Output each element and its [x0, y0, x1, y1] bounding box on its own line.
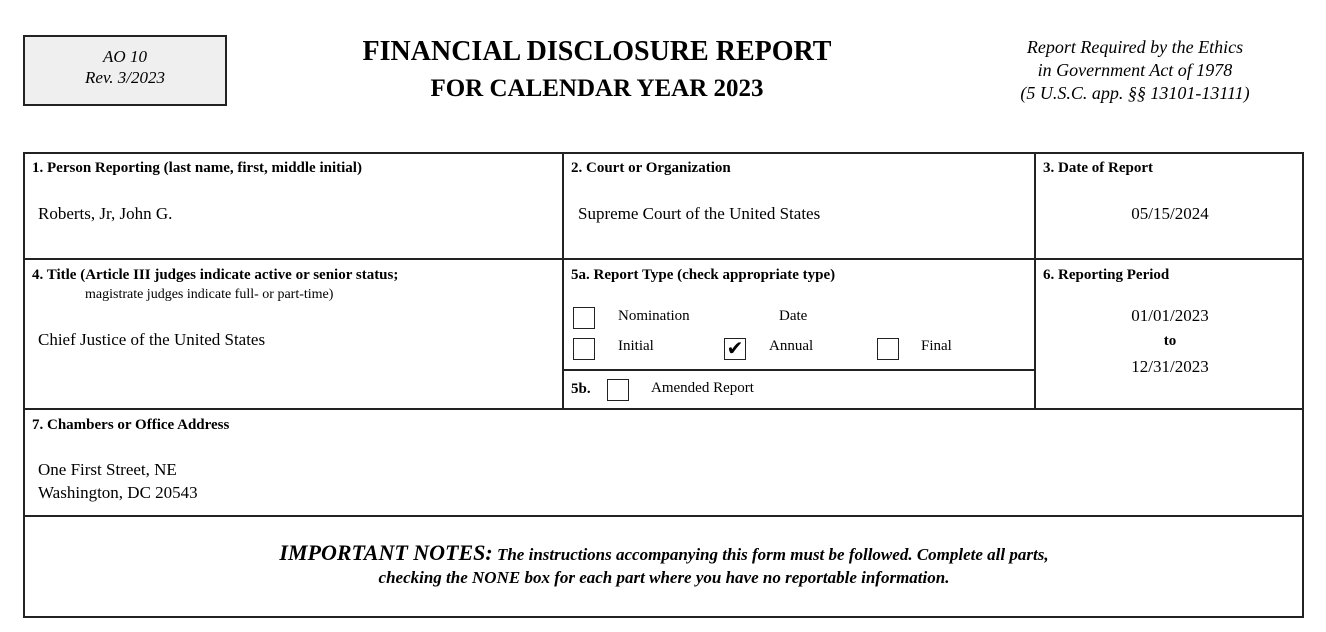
period-end-value[interactable]: 12/31/2023: [1131, 357, 1209, 376]
person-reporting-value[interactable]: Roberts, Jr, John G.: [38, 204, 173, 223]
address-label: 7. Chambers or Office Address: [32, 417, 230, 433]
nomination-date-label: Date: [779, 308, 808, 324]
title-field-value[interactable]: Chief Justice of the United States: [38, 330, 266, 349]
initial-label: Initial: [618, 338, 654, 354]
row-divider-3: [23, 515, 1304, 517]
req-line2: in Government Act of 1978: [1037, 60, 1233, 80]
statutory-reference: [985, 36, 1285, 105]
form-id-line1: AO 10: [103, 47, 147, 66]
date-of-report-label: 3. Date of Report: [1043, 160, 1153, 176]
nomination-label: Nomination: [618, 308, 690, 324]
annual-checkmark-icon: ✔: [726, 338, 744, 360]
row-divider-2: [23, 408, 1304, 410]
page-title: [300, 36, 894, 104]
annual-label: Annual: [769, 338, 814, 354]
amended-label: Amended Report: [651, 380, 754, 396]
amended-checkbox[interactable]: [607, 379, 629, 401]
notes-heading: IMPORTANT NOTES:: [279, 540, 493, 565]
initial-checkbox[interactable]: [573, 338, 595, 360]
title-field-sublabel: magistrate judges indicate full- or part-time): [85, 287, 334, 302]
period-start-value[interactable]: 01/01/2023: [1131, 306, 1209, 325]
col-divider-1: [562, 152, 564, 409]
form-id-box: [23, 35, 227, 106]
address-line2[interactable]: Washington, DC 20543: [38, 483, 198, 502]
row-divider-1: [23, 258, 1304, 260]
row-divider-5b: [563, 369, 1035, 371]
court-label: 2. Court or Organization: [571, 160, 731, 176]
title-line1: FINANCIAL DISCLOSURE REPORT: [362, 36, 832, 67]
amended-prefix: 5b.: [571, 381, 591, 397]
form-id-line2: Rev. 3/2023: [85, 68, 165, 87]
req-line1: Report Required by the Ethics: [1026, 37, 1244, 57]
period-to-label: to: [1163, 333, 1177, 349]
notes-line1: The instructions accompanying this form must be followed. Complete all parts,: [492, 545, 1049, 564]
important-notes: [24, 540, 1304, 588]
reporting-period-label: 6. Reporting Period: [1043, 267, 1170, 283]
notes-line2: checking the NONE box for each part where you have no reportable information.: [378, 568, 950, 587]
title-field-label: 4. Title (Article III judges indicate active or senior status;: [32, 267, 399, 283]
final-label: Final: [921, 338, 952, 354]
title-line2: FOR CALENDAR YEAR 2023: [430, 75, 764, 102]
req-line3: (5 U.S.C. app. §§ 13101-13111): [1020, 83, 1250, 103]
person-reporting-label: 1. Person Reporting (last name, first, middle initial): [32, 160, 362, 176]
report-type-label: 5a. Report Type (check appropriate type): [571, 267, 836, 283]
final-checkbox[interactable]: [877, 338, 899, 360]
date-of-report-value[interactable]: 05/15/2024: [1131, 204, 1209, 223]
nomination-checkbox[interactable]: [573, 307, 595, 329]
address-line1[interactable]: One First Street, NE: [38, 460, 177, 479]
court-value[interactable]: Supreme Court of the United States: [578, 204, 821, 223]
